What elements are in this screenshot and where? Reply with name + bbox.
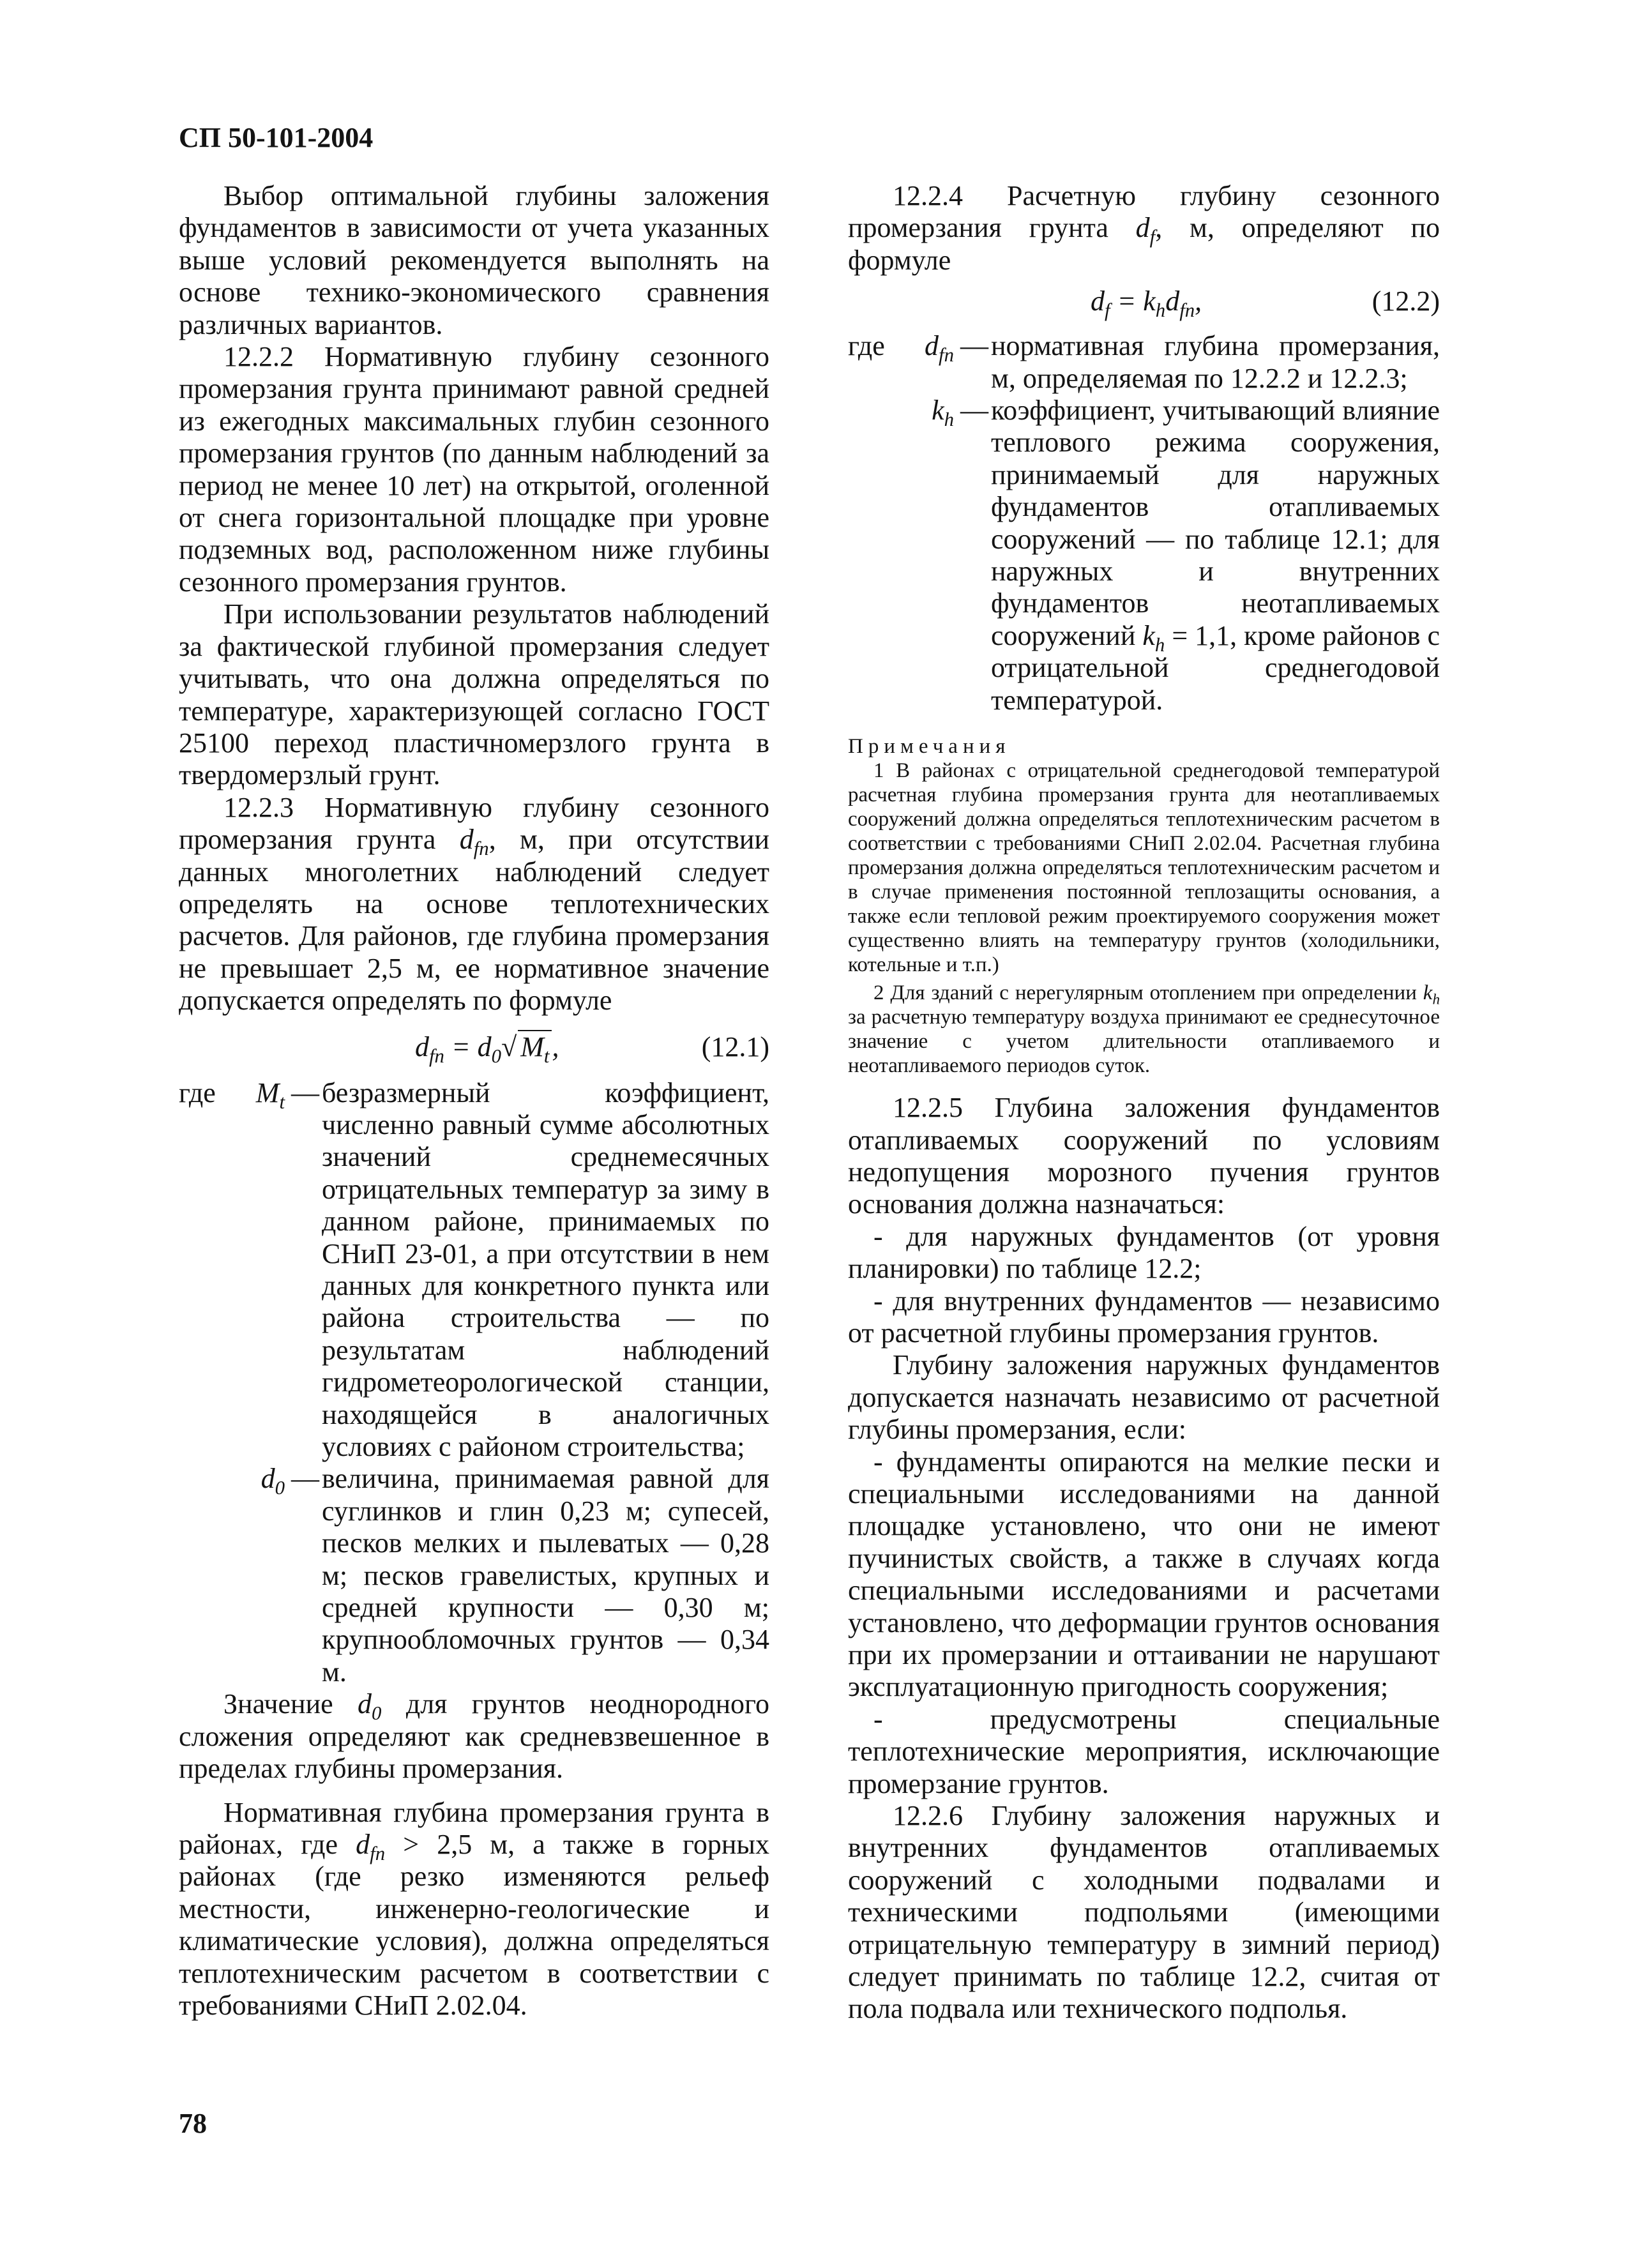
definition-mt: где $M_t$ — безразмерный коэффициент, численно равный сумме абсолютных значений среднемесячных отрицательных температур за зиму в данном районе, принимаемых по СНиП 23-01, а при отсутствии в нем данных для конкретного пункта или района строительства — по результатам наблюдений гидрометеорологической станции, находящейся в аналогичных условиях с районом строительства; [179, 1077, 769, 1463]
list-item: - фундаменты опираются на мелкие пески и специальными исследованиями на данной площадке установлено, что они не имеют пучинистых свойств, а также в случаях когда специальными исследованиями и расчетами установлено, что деформации грунтов основания при их промерзании и оттаивании не нарушают эксплуатационную пригодность сооружения; [848, 1446, 1440, 1703]
note-1: 1 В районах с отрицательной среднегодовой температурой расчетная глубина промерзания грунта для неотапливаемых сооружений должна определяться теплотехническим расчетом в соответствии с требованиями СНиП 2.02.04. Расчетная глубина промерзания должна определяться теплотехническим расчетом и в случае применения постоянной теплозащиты основания, а также если тепловой режим проектируемого сооружения может существенно влиять на температуру грунтов (холодильники, котельные и т.п.) [848, 759, 1440, 977]
paragraph: Глубину заложения наружных фундаментов допускается назначать независимо от расчетной глубины промерзания, если: [848, 1349, 1440, 1446]
page-number: 78 [179, 2108, 207, 2139]
notes-block [848, 734, 1440, 1078]
paragraph: Значение $d_0$ для грунтов неоднородного сложения определяют как средневзвешенное в пределах глубины промерзания. [179, 1688, 769, 1785]
right-column [848, 180, 1440, 2025]
list-item: - предусмотрены специальные теплотехнические мероприятия, исключающие промерзание грунтов. [848, 1703, 1440, 1799]
paragraph-12-2-6: 12.2.6 Глубину заложения наружных и внутренних фундаментов отапливаемых сооружений с холодными подвалами и техническими подпольями (имеющими отрицательную температуру в зимний период) следует принимать по таблице 12.2, считая от пола подвала или технического подполья. [848, 1800, 1440, 2025]
paragraph: Нормативная глубина промерзания грунта в районах, где $d_{fn} > 2,5$ м, а также в горных районах (где резко изменяются рельеф местности, инженерно-геологические и климатические условия), должна определяться теплотехническим расчетом в соответствии с требованиями СНиП 2.02.04. [179, 1796, 769, 2021]
notes-heading: Примечания [848, 735, 1011, 759]
paragraph-12-2-3: 12.2.3 Нормативную глубину сезонного промерзания грунта $d_{fn}$, м, при отсутствии данных многолетних наблюдений следует определять на основе теплотехнических расчетов. Для районов, где глубина промерзания не превышает 2,5 м, ее нормативное значение допускается определять по формуле [179, 791, 770, 1017]
list-item: - для внутренних фундаментов — независимо от расчетной глубины промерзания грунтов. [848, 1285, 1440, 1349]
formula-12-1: $d_{fn} = d_0√$ $M_t$, (12.1) [415, 1031, 769, 1067]
left-column [179, 180, 769, 2022]
definitions-list [848, 330, 1440, 716]
definition-kh: $k_h$ — коэффициент, учитывающий влияние теплового режима сооружения, принимаемый для наружных фундаментов отапливаемых сооружений — по таблице 12.1; для наружных и внутренних фундаментов неотапливаемых сооружений $k_h = 1,1$, кроме районов с отрицательной среднегодовой температурой. [932, 395, 1440, 716]
formula-number: (12.2) [1372, 285, 1440, 317]
running-header: СП 50-101-2004 [179, 122, 374, 153]
list-item: - для наружных фундаментов (от уровня планировки) по таблице 12.2; [848, 1220, 1440, 1285]
note-2: 2 Для зданий с нерегулярным отоплением при определении $k_h$ за расчетную температуру воздуха принимают ее среднесуточное значение с учетом длительности отапливаемого и неотапливаемого периодов суток. [848, 981, 1440, 1078]
paragraph-12-2-5: 12.2.5 Глубина заложения фундаментов отапливаемых сооружений по условиям недопущения морозного пучения грунтов основания должна назначаться: [848, 1092, 1440, 1220]
paragraph: Выбор оптимальной глубины заложения фундаментов в зависимости от учета указанных выше условий рекомендуется выполнять на основе технико-экономического сравнения различных вариантов. [179, 180, 769, 340]
paragraph: При использовании результатов наблюдений за фактической глубиной промерзания следует учитывать, что она должна определяться по температуре, характеризующей согласно ГОСТ 25100 переход пластичномерзлого грунта в твердомерзлый грунт. [179, 598, 769, 791]
definition-dfn: где $d_{fn}$ — нормативная глубина промерзания, м, определяемая по 12.2.2 и 12.2.3; [848, 330, 1440, 394]
paragraph-12-2-4: 12.2.4 Расчетную глубину сезонного промерзания грунта $d_f$, м, определяют по формуле [848, 180, 1440, 276]
paragraph-12-2-2: 12.2.2 Нормативную глубину сезонного промерзания грунта принимают равной средней из ежегодных максимальных глубин сезонного промерзания грунтов (по данным наблюдений за период не менее 10 лет) на открытой, оголенной от снега горизонтальной площадке при уровне подземных вод, расположенном ниже глубины сезонного промерзания грунтов. [179, 341, 769, 598]
formula-number: (12.1) [701, 1031, 769, 1062]
formula-12-2: $d_f = k_hd_{fn}$, (12.2) [1091, 285, 1440, 322]
definition-d0: $d_0$ — величина, принимаемая равной для суглинков и глин 0,23 м; супесей, песков мелких и пылеватых — 0,28 м; песков гравелистых, крупных и средней крупности — 0,30 м; крупнообломочных грунтов — 0,34 м. [261, 1463, 769, 1688]
definitions-list [179, 1077, 769, 1689]
